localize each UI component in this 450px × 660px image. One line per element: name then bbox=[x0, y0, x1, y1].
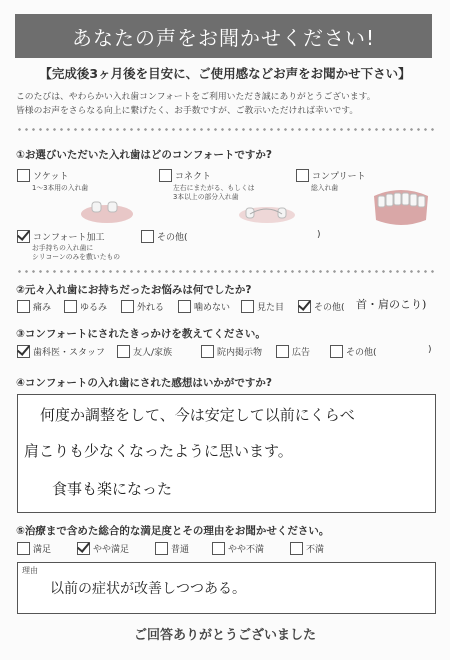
option-somewhat-satisfied[interactable] bbox=[77, 542, 129, 555]
checkbox[interactable] bbox=[17, 300, 30, 313]
option-label: 噛めない bbox=[194, 303, 231, 313]
option-note: 1〜3本用の入れ歯 bbox=[32, 184, 89, 192]
option-label: 院内掲示物 bbox=[217, 348, 263, 358]
intro-line-2: 皆様のお声をさらなる向上に繋げたく、お手数ですが、ご教示いただければ幸いです。 bbox=[16, 106, 359, 116]
option-label: 見た目 bbox=[257, 303, 285, 313]
checkbox-checked[interactable] bbox=[17, 230, 30, 243]
question-1: ①お選びいただいた入れ歯はどのコンフォートですか? bbox=[16, 149, 272, 161]
checkbox[interactable] bbox=[17, 169, 30, 182]
option-label: 歯科医・スタッフ bbox=[33, 348, 106, 358]
checkbox[interactable] bbox=[241, 300, 254, 313]
option-label: 友人/家族 bbox=[133, 348, 173, 358]
option-neutral[interactable] bbox=[155, 542, 189, 555]
checkbox[interactable] bbox=[212, 542, 225, 555]
connect-denture-image bbox=[236, 200, 298, 226]
dotted-divider bbox=[16, 128, 436, 131]
question-2: ②元々入れ歯にお持ちだったお悩みは何でしたか? bbox=[16, 284, 252, 296]
option-socket[interactable] bbox=[17, 169, 68, 182]
reason-label: 理由 bbox=[22, 566, 38, 575]
option-label: コネクト bbox=[175, 172, 212, 182]
dotted-divider bbox=[16, 270, 436, 273]
option-label: やや不満 bbox=[228, 545, 265, 555]
option-loose[interactable] bbox=[64, 300, 107, 313]
option-dentist-staff[interactable] bbox=[17, 345, 105, 358]
option-label: 外れる bbox=[137, 303, 165, 313]
option-label: コンプリート bbox=[312, 172, 366, 182]
thank-you-message: ご回答ありがとうございました bbox=[133, 628, 316, 643]
option-label: 不満 bbox=[306, 545, 325, 555]
option-label: その他( bbox=[314, 303, 345, 313]
option-satisfied[interactable] bbox=[17, 542, 51, 555]
checkbox[interactable] bbox=[290, 542, 303, 555]
option-note bbox=[32, 244, 120, 262]
survey-subtitle: 【完成後3ヶ月後を目安に、ご使用感などお声をお聞かせ下さい】 bbox=[39, 66, 411, 81]
checkbox[interactable] bbox=[121, 300, 134, 313]
option-label: 普通 bbox=[171, 545, 190, 555]
handwritten-reason: 以前の症状が改善しつつある。 bbox=[50, 581, 246, 597]
option-label: ソケット bbox=[33, 172, 69, 182]
option-label: 満足 bbox=[33, 545, 52, 555]
option-clinic-poster[interactable] bbox=[201, 345, 262, 358]
handwritten-answer-line-3: 食事も楽になった bbox=[52, 480, 173, 498]
checkbox[interactable] bbox=[296, 169, 309, 182]
note-line-2: 3本以上の部分入れ歯 bbox=[173, 193, 239, 201]
option-label: やや満足 bbox=[93, 545, 130, 555]
other-close-paren: ) bbox=[428, 345, 432, 355]
option-label: 広告 bbox=[292, 348, 311, 358]
option-connect[interactable] bbox=[159, 169, 211, 182]
intro-text bbox=[16, 90, 436, 118]
survey-title: あなたの声をお聞かせください! bbox=[15, 14, 432, 58]
question-5: ⑤治療まで含めた総合的な満足度とその理由をお聞かせください。 bbox=[16, 525, 330, 537]
option-label: コンフォート加工 bbox=[33, 233, 105, 243]
option-note: 総入れ歯 bbox=[311, 184, 339, 192]
option-comfort-processing[interactable] bbox=[17, 230, 105, 243]
socket-denture-image bbox=[78, 196, 136, 226]
option-advertisement[interactable] bbox=[276, 345, 310, 358]
handwritten-answer-line-2: 肩こりも少なくなったように思います。 bbox=[24, 442, 293, 460]
other-close-paren: ) bbox=[317, 230, 321, 240]
checkbox[interactable] bbox=[330, 345, 343, 358]
option-friend-family[interactable] bbox=[117, 345, 172, 358]
checkbox[interactable] bbox=[17, 542, 30, 555]
option-label: その他( bbox=[346, 348, 377, 358]
handwritten-other-answer: 首・肩のこり) bbox=[356, 298, 427, 311]
checkbox[interactable] bbox=[276, 345, 289, 358]
option-label: 痛み bbox=[33, 303, 52, 313]
checkbox-checked[interactable] bbox=[298, 300, 311, 313]
option-pain[interactable] bbox=[17, 300, 51, 313]
option-appearance[interactable] bbox=[241, 300, 284, 313]
checkbox[interactable] bbox=[159, 169, 172, 182]
checkbox[interactable] bbox=[178, 300, 191, 313]
intro-line-1: このたびは、やわらかい入れ歯コンフォートをご利用いただき誠にありがとうございます。 bbox=[16, 92, 376, 102]
option-other-q2[interactable] bbox=[298, 300, 345, 313]
option-somewhat-dissatisfied[interactable] bbox=[212, 542, 264, 555]
checkbox-checked[interactable] bbox=[77, 542, 90, 555]
checkbox[interactable] bbox=[155, 542, 168, 555]
option-dissatisfied[interactable] bbox=[290, 542, 324, 555]
option-label: その他( bbox=[157, 233, 188, 243]
checkbox[interactable] bbox=[141, 230, 154, 243]
question-4: ④コンフォートの入れ歯にされた感想はいかがですか? bbox=[16, 377, 272, 389]
checkbox[interactable] bbox=[117, 345, 130, 358]
option-cannot-chew[interactable] bbox=[178, 300, 230, 313]
option-complete[interactable] bbox=[296, 169, 366, 182]
checkbox[interactable] bbox=[201, 345, 214, 358]
question-3: ③コンフォートにされたきっかけを教えてください。 bbox=[16, 328, 266, 340]
note-line-2: シリコーンのみを敷いたもの bbox=[32, 253, 121, 261]
note-line-1: 左右にまたがる、もしくは bbox=[173, 184, 255, 192]
option-other-q3[interactable] bbox=[330, 345, 377, 358]
complete-denture-image bbox=[368, 186, 434, 230]
handwritten-answer-line-1: 何度か調整をして、今は安定して以前にくらべ bbox=[40, 406, 355, 424]
checkbox-checked[interactable] bbox=[17, 345, 30, 358]
option-other-q1[interactable] bbox=[141, 230, 188, 243]
option-label: ゆるみ bbox=[80, 303, 108, 313]
checkbox[interactable] bbox=[64, 300, 77, 313]
note-line-1: お手持ちの入れ歯に bbox=[32, 244, 94, 252]
option-falls-out[interactable] bbox=[121, 300, 164, 313]
